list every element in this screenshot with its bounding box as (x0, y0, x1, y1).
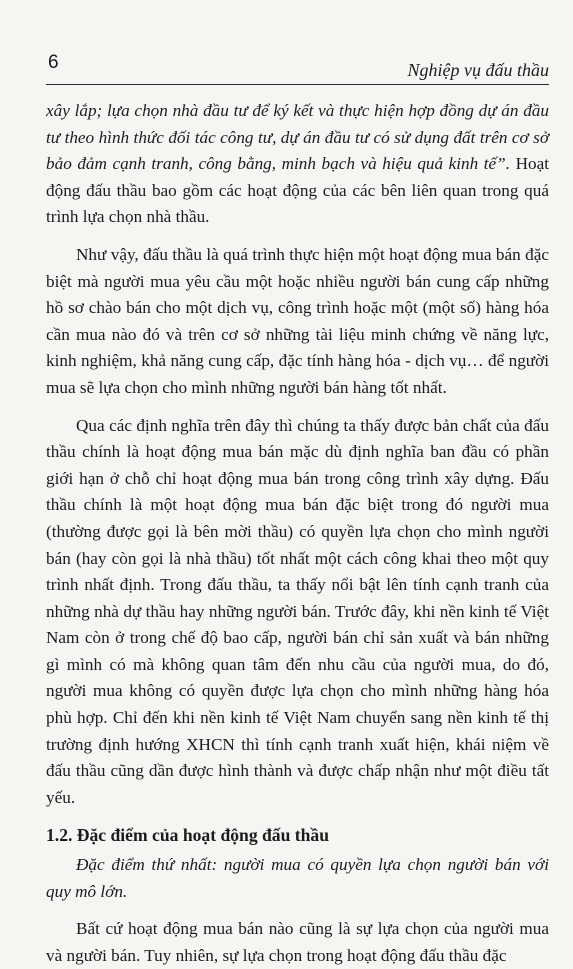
paragraph-definition-end (46, 98, 549, 231)
paragraph-selection: Bất cứ hoạt động mua bán nào cũng là sự lựa chọn của người mua và người bán. Tuy nhiên, sự lựa chọn trong hoạt động đấu thầu đặc (46, 919, 549, 965)
page-number: 6 (48, 52, 59, 73)
page-body (46, 98, 549, 969)
quoted-definition: xây lắp; lựa chọn nhà đầu tư để ký kết và thực hiện hợp đồng dự án đầu tư theo hình thức đối tác công tư, dự án đầu tư có sử dụng đất trên cơ sở bảo đảm cạnh tranh, công bằng, minh bạch và hiệu quả kinh tế”. (46, 101, 549, 174)
paragraph-bidding-nature: Qua các định nghĩa trên đây thì chúng ta thấy được bản chất của đấu thầu chính là hoạt động mua bán mặc dù định nghĩa ban đầu có phần giới hạn ở chỗ chỉ hoạt động mua bán trong công trình xây dựng. Đấu thầu chính là một hoạt động mua bán đặc biệt trong đó người mua (thường được gọi là bên mời thầu) có quyền lựa chọn cho mình người bán (hay còn gọi là nhà thầu) tốt nhất một cách công khai theo một quy trình nhất định. Trong đấu thầu, ta thấy nổi bật lên tính cạnh tranh của những nhà dự thầu hay những người bán. Trước đây, khi nền kinh tế Việt Nam còn ở trong chế độ bao cấp, người bán chỉ sản xuất và bán những gì mình có mà không quan tâm đến nhu cầu của người mua, do đó, người mua không có quyền được lựa chọn cho mình những hàng hóa phù hợp. Chỉ đến khi nền kinh tế Việt Nam chuyển sang nền kinh tế thị trường định hướng XHCN thì tính cạnh tranh xuất hiện, khái niệm về đấu thầu cũng dần được hình thành và được chấp nhận như một điều tất yếu. (46, 415, 549, 807)
section-heading: 1.2. Đặc điểm của hoạt động đấu thầu (46, 825, 330, 846)
page-header (46, 50, 549, 85)
feature-one (46, 852, 549, 905)
running-title: Nghiệp vụ đấu thầu (407, 60, 549, 80)
feature-one-text: Đặc điểm thứ nhất: người mua có quyền lựa chọn người bán với quy mô lớn. (46, 855, 549, 901)
paragraph-bidding-process: Như vậy, đấu thầu là quá trình thực hiện một hoạt động mua bán đặc biệt mà người mua yêu cầu một hoặc nhiều người bán cung cấp những hồ sơ chào bán cho một dịch vụ, công trình hoặc một (một số) hàng hóa cần mua nào đó và trên cơ sở những tài liệu minh chứng về năng lực, kinh nghiệm, khả năng cung cấp, đặc tính hàng hóa - dịch vụ… để người mua sẽ lựa chọn cho mình những người bán hàng tốt nhất. (46, 244, 549, 397)
paragraph-text: Hoạt động đấu thầu bao gồm các hoạt động của các bên liên quan trong quá trình lựa chọn nhà thầu. (46, 154, 549, 227)
